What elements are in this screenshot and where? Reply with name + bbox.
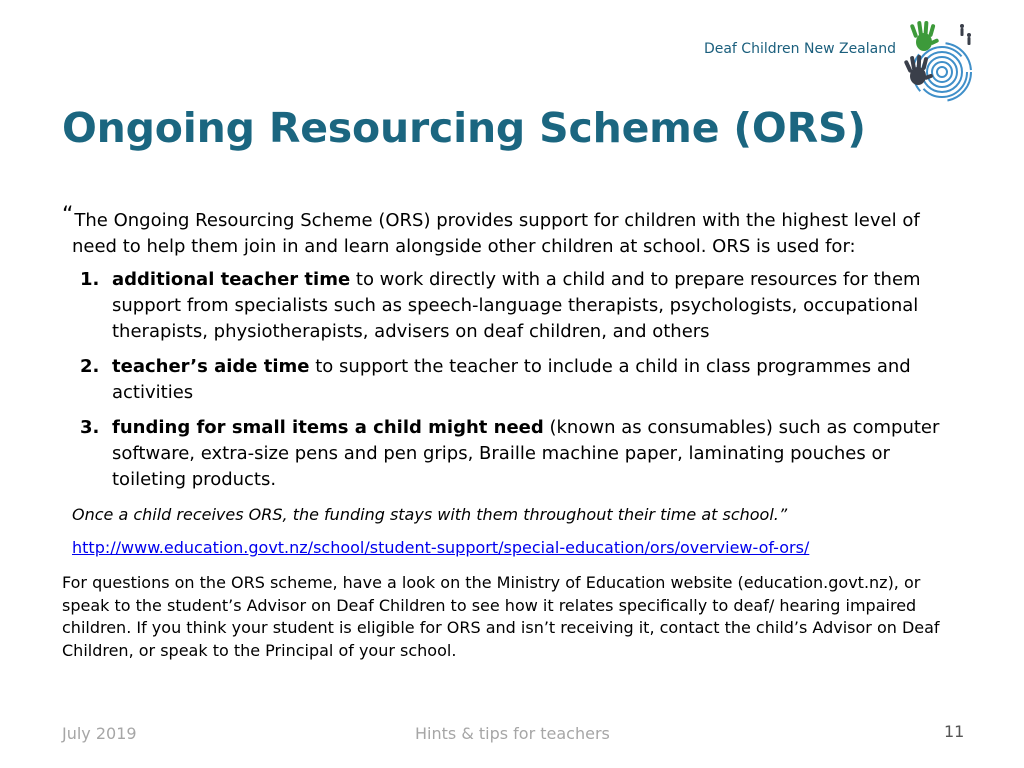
list-item — [80, 415, 960, 493]
opening-quote-mark: “ — [62, 203, 74, 228]
intro-line-2: need to help them join in and learn alongside other children at school. ORS is used for: — [72, 236, 856, 257]
organization-name: Deaf Children New Zealand — [703, 41, 896, 57]
footer-date: July 2019 — [62, 724, 137, 743]
page-number: 11 — [944, 722, 965, 741]
hands-spiral-logo-icon — [902, 20, 976, 104]
list-item-bold-text: teacher’s aide time — [112, 356, 310, 377]
list-item-number: 2. — [80, 356, 100, 377]
ors-overview-link[interactable]: http://www.education.govt.nz/school/student-support/special-education/ors/overview-of-ors/ — [72, 538, 810, 557]
ors-uses-list — [80, 267, 960, 502]
closing-quote: Once a child receives ORS, the funding stays with them throughout their time at school.” — [72, 505, 788, 524]
list-item-number: 3. — [80, 417, 100, 438]
list-item — [80, 267, 960, 345]
intro-paragraph — [62, 203, 962, 260]
list-item-text: to work directly with a child and to prepare resources for them support from specialists such as speech-language therapists, psychologists, occupational therapists, physiotherapists, advisers on deaf children, and others — [112, 269, 921, 342]
list-item-text: to support the teacher to include a child in class programmes and activities — [112, 356, 911, 403]
list-item-text: (known as consumables) such as computer software, extra-size pens and pen grips, Braille machine paper, laminating pouches or toileting products. — [112, 417, 940, 490]
intro-line-1: The Ongoing Resourcing Scheme (ORS) provides support for children with the highest level of — [74, 210, 920, 231]
list-item-number: 1. — [80, 269, 100, 290]
list-item — [80, 354, 960, 406]
list-item-bold-text: funding for small items a child might need — [112, 417, 544, 438]
page-title: Ongoing Resourcing Scheme (ORS) — [62, 104, 866, 152]
footer-title: Hints & tips for teachers — [415, 724, 610, 743]
questions-paragraph: For questions on the ORS scheme, have a look on the Ministry of Education website (education.govt.nz), or speak to the student’s Advisor on Deaf Children to see how it relates specifically to deaf/ hearing impaired children. If you think your student is eligible for ORS and isn’t receiving it, contact the child’s Advisor on Deaf Children, or speak to the Principal of your school. — [62, 573, 940, 660]
list-item-bold-text: additional teacher time — [112, 269, 351, 290]
